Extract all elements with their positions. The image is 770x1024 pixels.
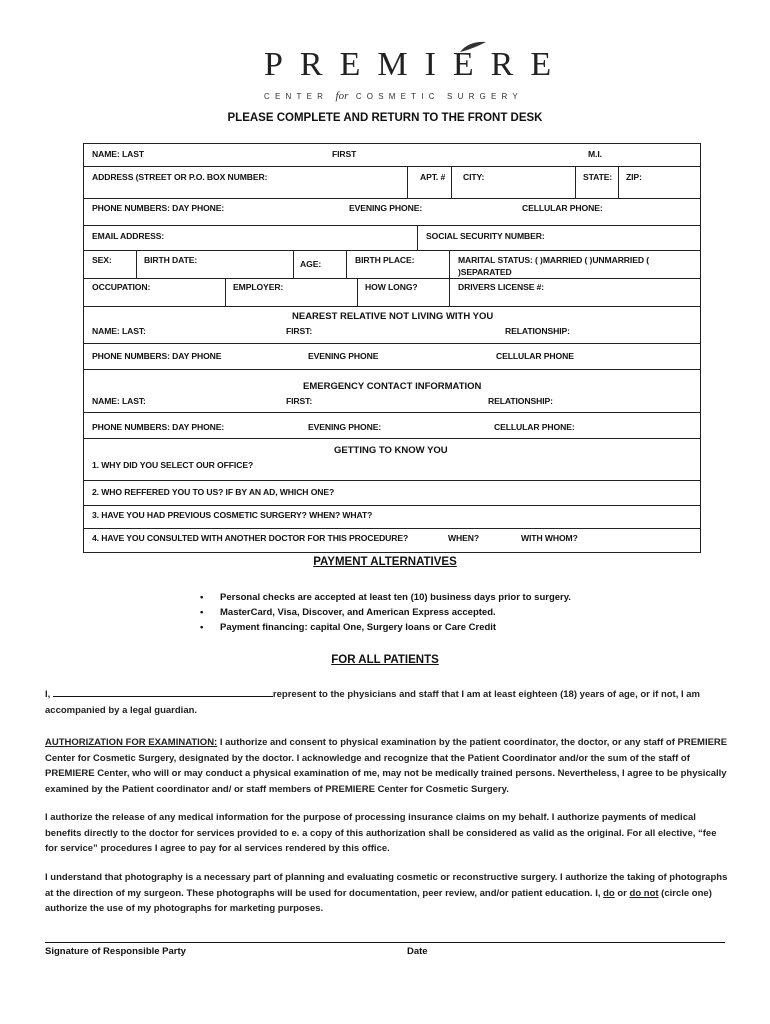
question-4-with-whom: WITH WHOM? (521, 533, 578, 543)
birth-place-label: BIRTH PLACE: (355, 255, 415, 265)
authorization-examination-paragraph: AUTHORIZATION FOR EXAMINATION: I authorize and consent to physical examination by the patient coordinator, the doctor, or any staff of PREMIERE Center for Cosmetic Surgery, designated by the doctor. I acknowledge and recognize that the Patient Coordinator and/or the sum of the staff of PREMIERE Center, who will or may conduct a physical examination of me, may not be medically trained persons. Nevertheless, I agree to be physically examined by the Patient coordinator and/ or staff members of PREMIERE Center for Cosmetic Surgery. (45, 737, 728, 795)
logo-subtitle: CENTER for COSMETIC SURGERY (264, 90, 523, 102)
emergency-contact-heading: EMERGENCY CONTACT INFORMATION (303, 381, 482, 392)
drivers-license-label: DRIVERS LICENSE #: (458, 282, 545, 292)
payment-bullet-2: • MasterCard, Visa, Discover, and American Express accepted. (200, 607, 496, 618)
state-label: STATE: (583, 172, 613, 182)
premiere-logo (258, 38, 569, 108)
occupation-label: OCCUPATION: (92, 282, 151, 292)
feather-icon (458, 40, 488, 54)
relative-first-label: FIRST: (286, 326, 313, 336)
emergency-first-label: FIRST: (286, 396, 313, 406)
logo-wordmark: PREMIERE (264, 46, 569, 83)
signature-line[interactable] (45, 942, 725, 943)
page-title: PLEASE COMPLETE AND RETURN TO THE FRONT DESK (227, 112, 543, 124)
photography-paragraph: I understand that photography is a necessary part of planning and evaluating cosmetic or reconstructive surgery. I authorize the taking of photographs at the direction of my surgeon. These photographs will be used for documentation, peer review, and/or patient education. I, do or do not (circle one) authorize the use of my photographs for marketing purposes. (45, 872, 728, 914)
getting-to-know-you-heading: GETTING TO KNOW YOU (334, 445, 448, 456)
middle-initial-label: M.I. (588, 149, 602, 159)
ssn-label: SOCIAL SECURITY NUMBER: (426, 231, 545, 241)
evening-phone-label: EVENING PHONE: (349, 203, 423, 213)
day-phone-label: PHONE NUMBERS: DAY PHONE: (92, 203, 225, 213)
question-3: 3. HAVE YOU HAD PREVIOUS COSMETIC SURGERY? WHEN? WHAT? (92, 510, 373, 520)
name-last-label: NAME: LAST (92, 149, 144, 159)
emergency-cellular-phone-label: CELLULAR PHONE: (494, 422, 575, 432)
age-representation-paragraph: I, represent to the physicians and staff that I am at least eighteen (18) years of age, or if not, I am accompanied by a legal guardian. (45, 689, 701, 716)
release-info-paragraph: I authorize the release of any medical information for the purpose of processing insurance claims on my behalf. I authorize payments of medical benefits directly to the doctor for services provided to e. a copy of this authorization shall be considered as valid as the original. For all elective, “fee for service” procedures I agree to pay for al services rendered by this office. (45, 812, 717, 854)
sex-label: SEX: (92, 255, 112, 265)
birth-date-label: BIRTH DATE: (144, 255, 198, 265)
emergency-name-last-label: NAME: LAST: (92, 396, 146, 406)
emergency-relationship-label: RELATIONSHIP: (488, 396, 553, 406)
signature-label: Signature of Responsible Party (45, 946, 186, 957)
payment-alternatives-heading: PAYMENT ALTERNATIVES (313, 556, 457, 568)
cellular-phone-label: CELLULAR PHONE: (522, 203, 603, 213)
name-blank-line[interactable] (53, 687, 273, 697)
address-label: ADDRESS (STREET OR P.O. BOX NUMBER: (92, 172, 268, 182)
do-option[interactable]: do (603, 887, 615, 899)
question-1: 1. WHY DID YOU SELECT OUR OFFICE? (92, 460, 254, 470)
marital-status-label: MARITAL STATUS: ( )MARRIED ( )UNMARRIED ( (458, 255, 649, 265)
email-label: EMAIL ADDRESS: (92, 231, 165, 241)
relative-cellular-phone-label: CELLULAR PHONE (496, 351, 574, 361)
for-all-patients-heading: FOR ALL PATIENTS (331, 654, 439, 666)
question-4: 4. HAVE YOU CONSULTED WITH ANOTHER DOCTOR FOR THIS PROCEDURE? (92, 533, 409, 543)
city-label: CITY: (463, 172, 485, 182)
first-name-label: FIRST (332, 149, 357, 159)
emergency-evening-phone-label: EVENING PHONE: (308, 422, 382, 432)
employer-label: EMPLOYER: (233, 282, 284, 292)
payment-bullet-3: • Payment financing: capital One, Surgery loans or Care Credit (200, 622, 497, 633)
how-long-label: HOW LONG? (365, 282, 418, 292)
marital-status-label-cont: )SEPARATED (458, 267, 512, 277)
date-label: Date (407, 946, 428, 957)
payment-bullet-1: • Personal checks are accepted at least ten (10) business days prior to surgery. (200, 592, 571, 603)
relative-relationship-label: RELATIONSHIP: (505, 326, 570, 336)
relative-evening-phone-label: EVENING PHONE (308, 351, 379, 361)
do-not-option[interactable]: do not (629, 887, 659, 899)
patient-info-form (83, 143, 701, 553)
relative-day-phone-label: PHONE NUMBERS: DAY PHONE (92, 351, 222, 361)
zip-label: ZIP: (626, 172, 642, 182)
question-4-when: WHEN? (448, 533, 480, 543)
nearest-relative-heading: NEAREST RELATIVE NOT LIVING WITH YOU (292, 311, 494, 322)
emergency-day-phone-label: PHONE NUMBERS: DAY PHONE: (92, 422, 225, 432)
authorization-label: AUTHORIZATION FOR EXAMINATION: (45, 737, 218, 748)
age-label: AGE: (300, 259, 322, 269)
apt-label: APT. # (420, 172, 446, 182)
relative-name-last-label: NAME: LAST: (92, 326, 146, 336)
question-2: 2. WHO REFFERED YOU TO US? IF BY AN AD, WHICH ONE? (92, 487, 335, 497)
